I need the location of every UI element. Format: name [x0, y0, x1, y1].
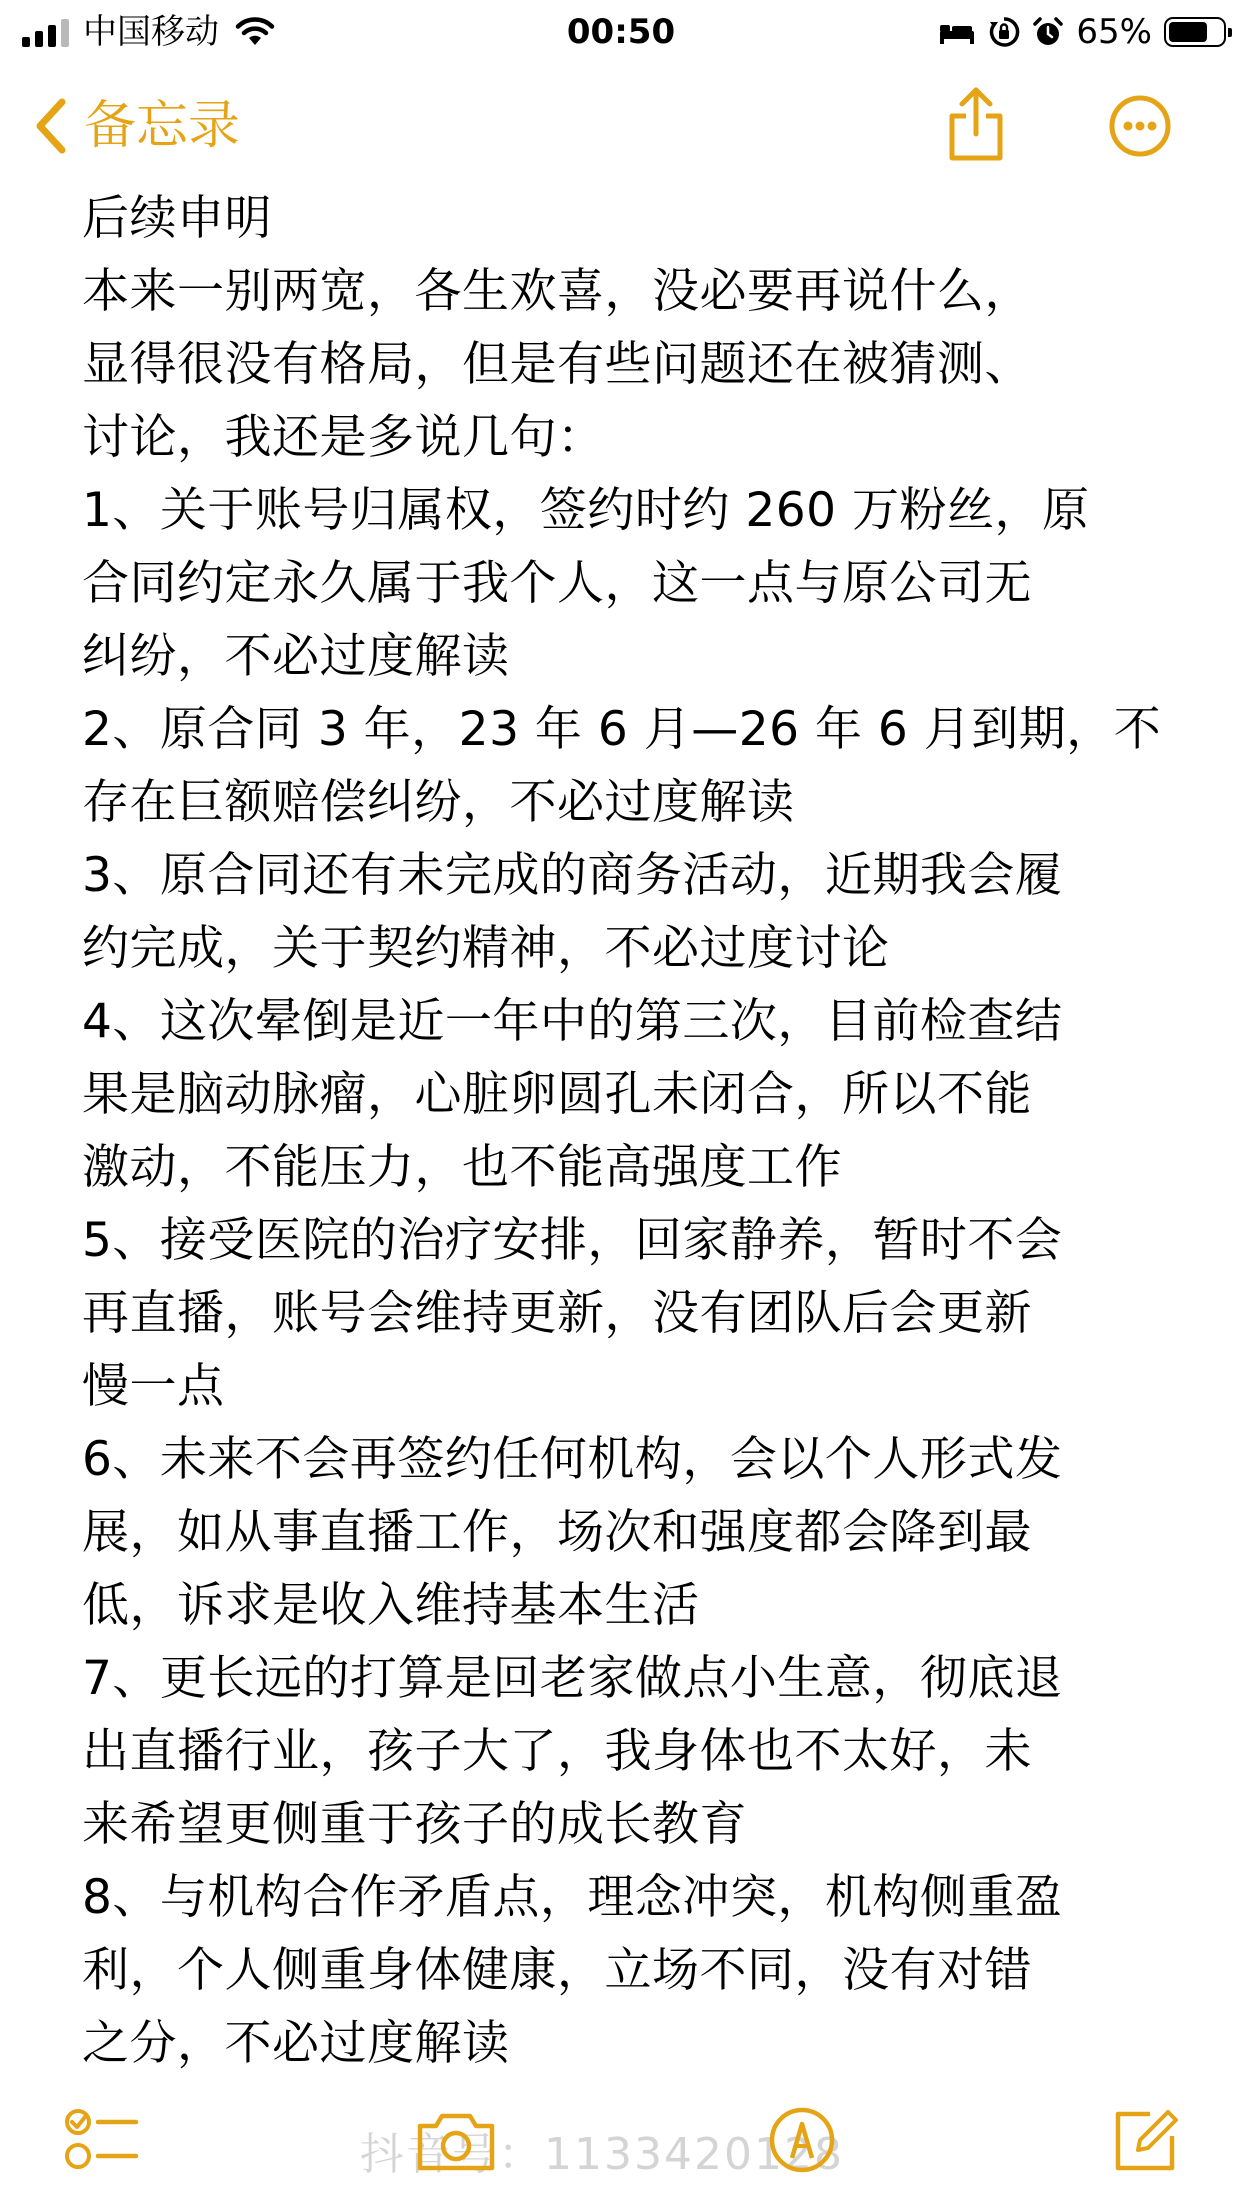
note-line: 显得很没有格局，但是有些问题还在被猜测、 [82, 337, 1032, 392]
note-line: 2、原合同 3 年，23 年 6 月—26 年 6 月到期，不 [82, 702, 1162, 757]
note-line: 低，诉求是收入维持基本生活 [82, 1578, 700, 1633]
note-line: 慢一点 [82, 1359, 225, 1414]
note-line: 展，如从事直播工作，场次和强度都会降到最 [82, 1505, 1032, 1560]
checklist-icon [64, 2104, 144, 2176]
back-button-label: 备忘录 [84, 96, 241, 156]
compose-button[interactable] [1110, 2104, 1182, 2180]
more-icon [1108, 94, 1172, 158]
note-line: 再直播，账号会维持更新，没有团队后会更新 [82, 1286, 1032, 1341]
note-line: 利，个人侧重身体健康，立场不同，没有对错 [82, 1943, 1032, 1998]
note-body[interactable] [82, 182, 1192, 2080]
share-button[interactable] [944, 84, 1008, 168]
markup-button[interactable] [766, 2104, 838, 2180]
battery-icon [1164, 17, 1226, 47]
note-line: 来希望更侧重于孩子的成长教育 [82, 1797, 747, 1852]
note-line: 激动，不能压力，也不能高强度工作 [82, 1140, 842, 1195]
alarm-clock-icon [1032, 16, 1064, 48]
compose-icon [1110, 2104, 1182, 2176]
note-line: 讨论，我还是多说几句： [82, 410, 605, 465]
camera-button[interactable] [414, 2104, 498, 2180]
battery-percentage: 65% [1076, 12, 1152, 52]
note-line: 6、未来不会再签约任何机构，会以个人形式发 [82, 1432, 1063, 1487]
note-line: 4、这次晕倒是近一年中的第三次，目前检查结 [82, 994, 1063, 1049]
note-line: 1、关于账号归属权，签约时约 260 万粉丝，原 [82, 483, 1090, 538]
sleep-bed-icon [938, 19, 976, 45]
status-time: 00:50 [566, 12, 676, 52]
camera-icon [414, 2104, 498, 2176]
back-button[interactable] [34, 94, 240, 158]
orientation-lock-icon [988, 16, 1020, 48]
more-options-button[interactable] [1108, 94, 1172, 162]
note-line: 约完成，关于契约精神，不必过度讨论 [82, 921, 890, 976]
share-icon [944, 84, 1008, 164]
navigation-bar [0, 70, 1242, 182]
checklist-button[interactable] [64, 2104, 144, 2180]
note-line: 5、接受医院的治疗安排，回家静养，暂时不会 [82, 1213, 1063, 1268]
note-line: 之分，不必过度解读 [82, 2016, 510, 2071]
watermark: 抖音号：1133420128 [360, 2129, 844, 2180]
chevron-left-icon [34, 96, 68, 156]
note-line: 7、更长远的打算是回老家做点小生意，彻底退 [82, 1651, 1063, 1706]
note-line: 本来一别两宽，各生欢喜，没必要再说什么， [82, 264, 1032, 319]
status-bar [0, 0, 1242, 64]
markup-pen-icon [766, 2104, 838, 2176]
note-line: 8、与机构合作矛盾点，理念冲突，机构侧重盈 [82, 1870, 1063, 1925]
bottom-toolbar [0, 2090, 1242, 2200]
note-line: 合同约定永久属于我个人，这一点与原公司无 [82, 556, 1032, 611]
note-line: 纠纷，不必过度解读 [82, 629, 510, 684]
carrier-name: 中国移动 [83, 12, 219, 52]
note-line: 存在巨额赔偿纠纷，不必过度解读 [82, 775, 795, 830]
note-line: 果是脑动脉瘤，心脏卵圆孔未闭合，所以不能 [82, 1067, 1032, 1122]
note-line: 3、原合同还有未完成的商务活动，近期我会履 [82, 848, 1063, 903]
note-title: 后续申明 [82, 191, 272, 246]
note-line: 出直播行业，孩子大了，我身体也不太好，未 [82, 1724, 1032, 1779]
